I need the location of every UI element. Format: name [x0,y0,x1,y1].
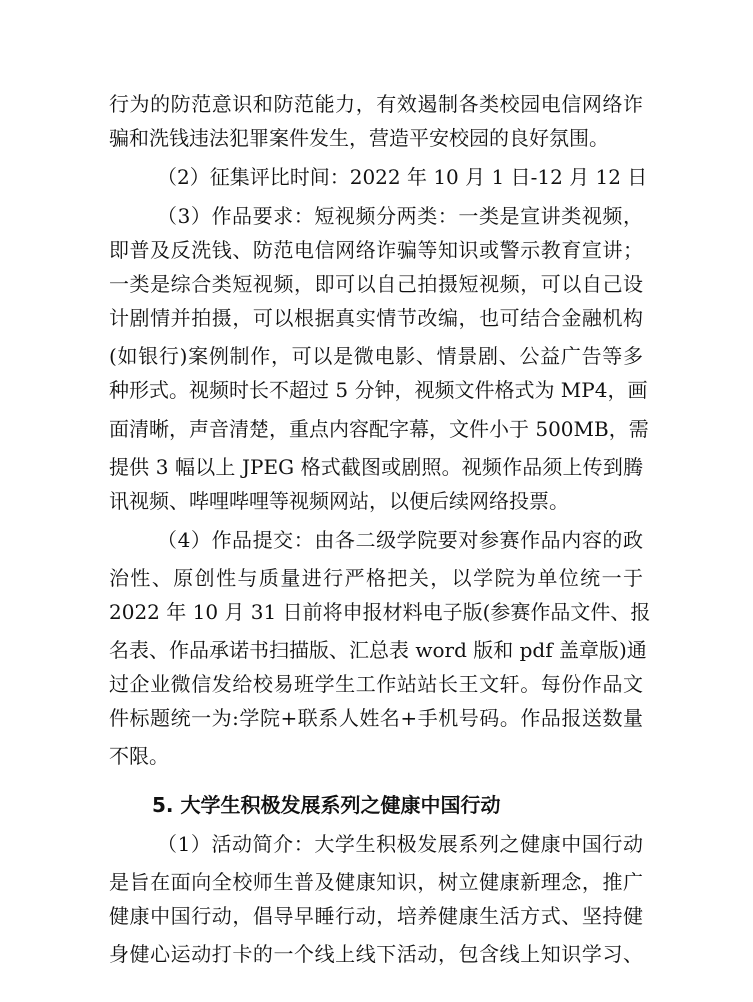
text-line-22: 是旨在面向全校师生普及健康知识，树立健康新理念，推广 [109,870,643,894]
text-line-11: 提供 3 幅以上 JPEG 格式截图或剧照。视频作品须上传到腾 [109,455,643,479]
text-line-14: 治性、原创性与质量进行严格把关，以学院为单位统一于 [109,566,643,590]
text-line-3: （2）征集评比时间：2022 年 10 月 1 日-12 月 12 日 [157,165,648,189]
text-line-23: 健康中国行动，倡导早睡行动，培养健康生活方式、坚持健 [109,904,643,928]
text-line-7: 计剧情并拍摄，可以根据真实情节改编，也可结合金融机构 [109,306,643,330]
text-line-10: 面清晰，声音清楚，重点内容配字幕，文件小于 500MB，需 [109,417,649,441]
text-line-21: （1）活动简介：大学生积极发展系列之健康中国行动 [157,832,643,856]
section-heading: 5. 大学生积极发展系列之健康中国行动 [152,793,501,817]
text-line-6: 一类是综合类短视频，即可以自己拍摄短视频，可以自己设 [109,272,643,296]
text-line-5: 即普及反洗钱、防范电信网络诈骗等知识或警示教育宣讲； [109,238,643,262]
text-line-2: 骗和洗钱违法犯罪案件发生，营造平安校园的良好氛围。 [109,126,609,150]
text-line-13: （4）作品提交：由各二级学院要对参赛作品内容的政 [157,528,643,552]
text-line-1: 行为的防范意识和防范能力，有效遏制各类校园电信网络诈 [109,92,643,116]
text-line-4: （3）作品要求：短视频分两类：一类是宣讲类视频， [157,204,643,228]
text-line-18: 件标题统一为:学院+联系人姓名+手机号码。作品报送数量 [109,706,643,730]
text-line-17: 过企业微信发给校易班学生工作站站长王文轩。每份作品文 [109,672,643,696]
text-line-16: 名表、作品承诺书扫描版、汇总表 word 版和 pdf 盖章版)通 [109,638,647,662]
text-line-24: 身健心运动打卡的一个线上线下活动，包含线上知识学习、 [109,942,643,966]
text-line-8: (如银行)案例制作，可以是微电影、情景剧、公益广告等多 [109,344,643,368]
text-line-19: 不限。 [109,744,169,768]
text-line-15: 2022 年 10 月 31 日前将申报材料电子版(参赛作品文件、报 [109,600,651,624]
text-line-9: 种形式。视频时长不超过 5 分钟，视频文件格式为 MP4，画 [109,378,648,402]
text-line-12: 讯视频、哔哩哔哩等视频网站，以便后续网络投票。 [109,489,569,513]
